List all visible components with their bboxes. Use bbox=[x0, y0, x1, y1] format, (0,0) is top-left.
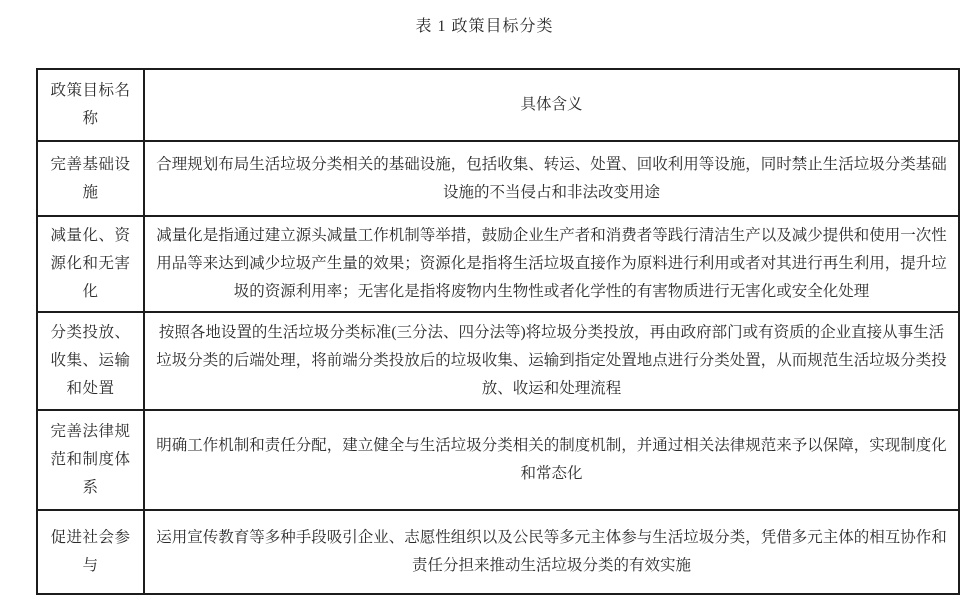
policy-goal-meaning-cell: 减量化是指通过建立源头减量工作机制等举措，鼓励企业生产者和消费者等践行清洁生产以及减少提供和使用一次性用品等来达到减少垃圾产生量的效果；资源化是指将生活垃圾直接作为原料进行利用或者对其进行再生利用，提升垃圾的资源利用率；无害化是指将废物内生物性或者化学性的有害物质进行无害化或安全化处理 bbox=[144, 216, 959, 312]
table-row bbox=[37, 216, 959, 312]
policy-goal-meaning-cell: 合理规划布局生活垃圾分类相关的基础设施，包括收集、转运、处置、回收利用等设施，同时禁止生活垃圾分类基础设施的不当侵占和非法改变用途 bbox=[144, 141, 959, 216]
policy-goal-table bbox=[36, 68, 960, 595]
policy-goal-meaning-cell: 明确工作机制和责任分配，建立健全与生活垃圾分类相关的制度机制，并通过相关法律规范来予以保障，实现制度化和常态化 bbox=[144, 410, 959, 510]
table-row bbox=[37, 510, 959, 594]
policy-goal-name-cell: 促进社会参与 bbox=[37, 510, 144, 594]
table-row bbox=[37, 141, 959, 216]
table-caption: 表 1 政策目标分类 bbox=[415, 18, 554, 35]
policy-goal-name-cell: 分类投放、收集、运输和处置 bbox=[37, 312, 144, 410]
table-row bbox=[37, 410, 959, 510]
header-specific-meaning: 具体含义 bbox=[144, 69, 959, 141]
policy-goal-name-cell: 完善法律规范和制度体系 bbox=[37, 410, 144, 510]
policy-goal-meaning-cell: 按照各地设置的生活垃圾分类标准(三分法、四分法等)将垃圾分类投放，再由政府部门或有资质的企业直接从事生活垃圾分类的后端处理，将前端分类投放后的垃圾收集、运输到指定处置地点进行分类处置，从而规范生活垃圾分类投放、收运和处理流程 bbox=[144, 312, 959, 410]
policy-goal-meaning-cell: 运用宣传教育等多种手段吸引企业、志愿性组织以及公民等多元主体参与生活垃圾分类，凭借多元主体的相互协作和责任分担来推动生活垃圾分类的有效实施 bbox=[144, 510, 959, 594]
table-row bbox=[37, 312, 959, 410]
table-header-row bbox=[37, 69, 959, 141]
header-policy-goal-name: 政策目标名称 bbox=[37, 69, 144, 141]
policy-goal-name-cell: 减量化、资源化和无害化 bbox=[37, 216, 144, 312]
policy-goal-name-cell: 完善基础设施 bbox=[37, 141, 144, 216]
